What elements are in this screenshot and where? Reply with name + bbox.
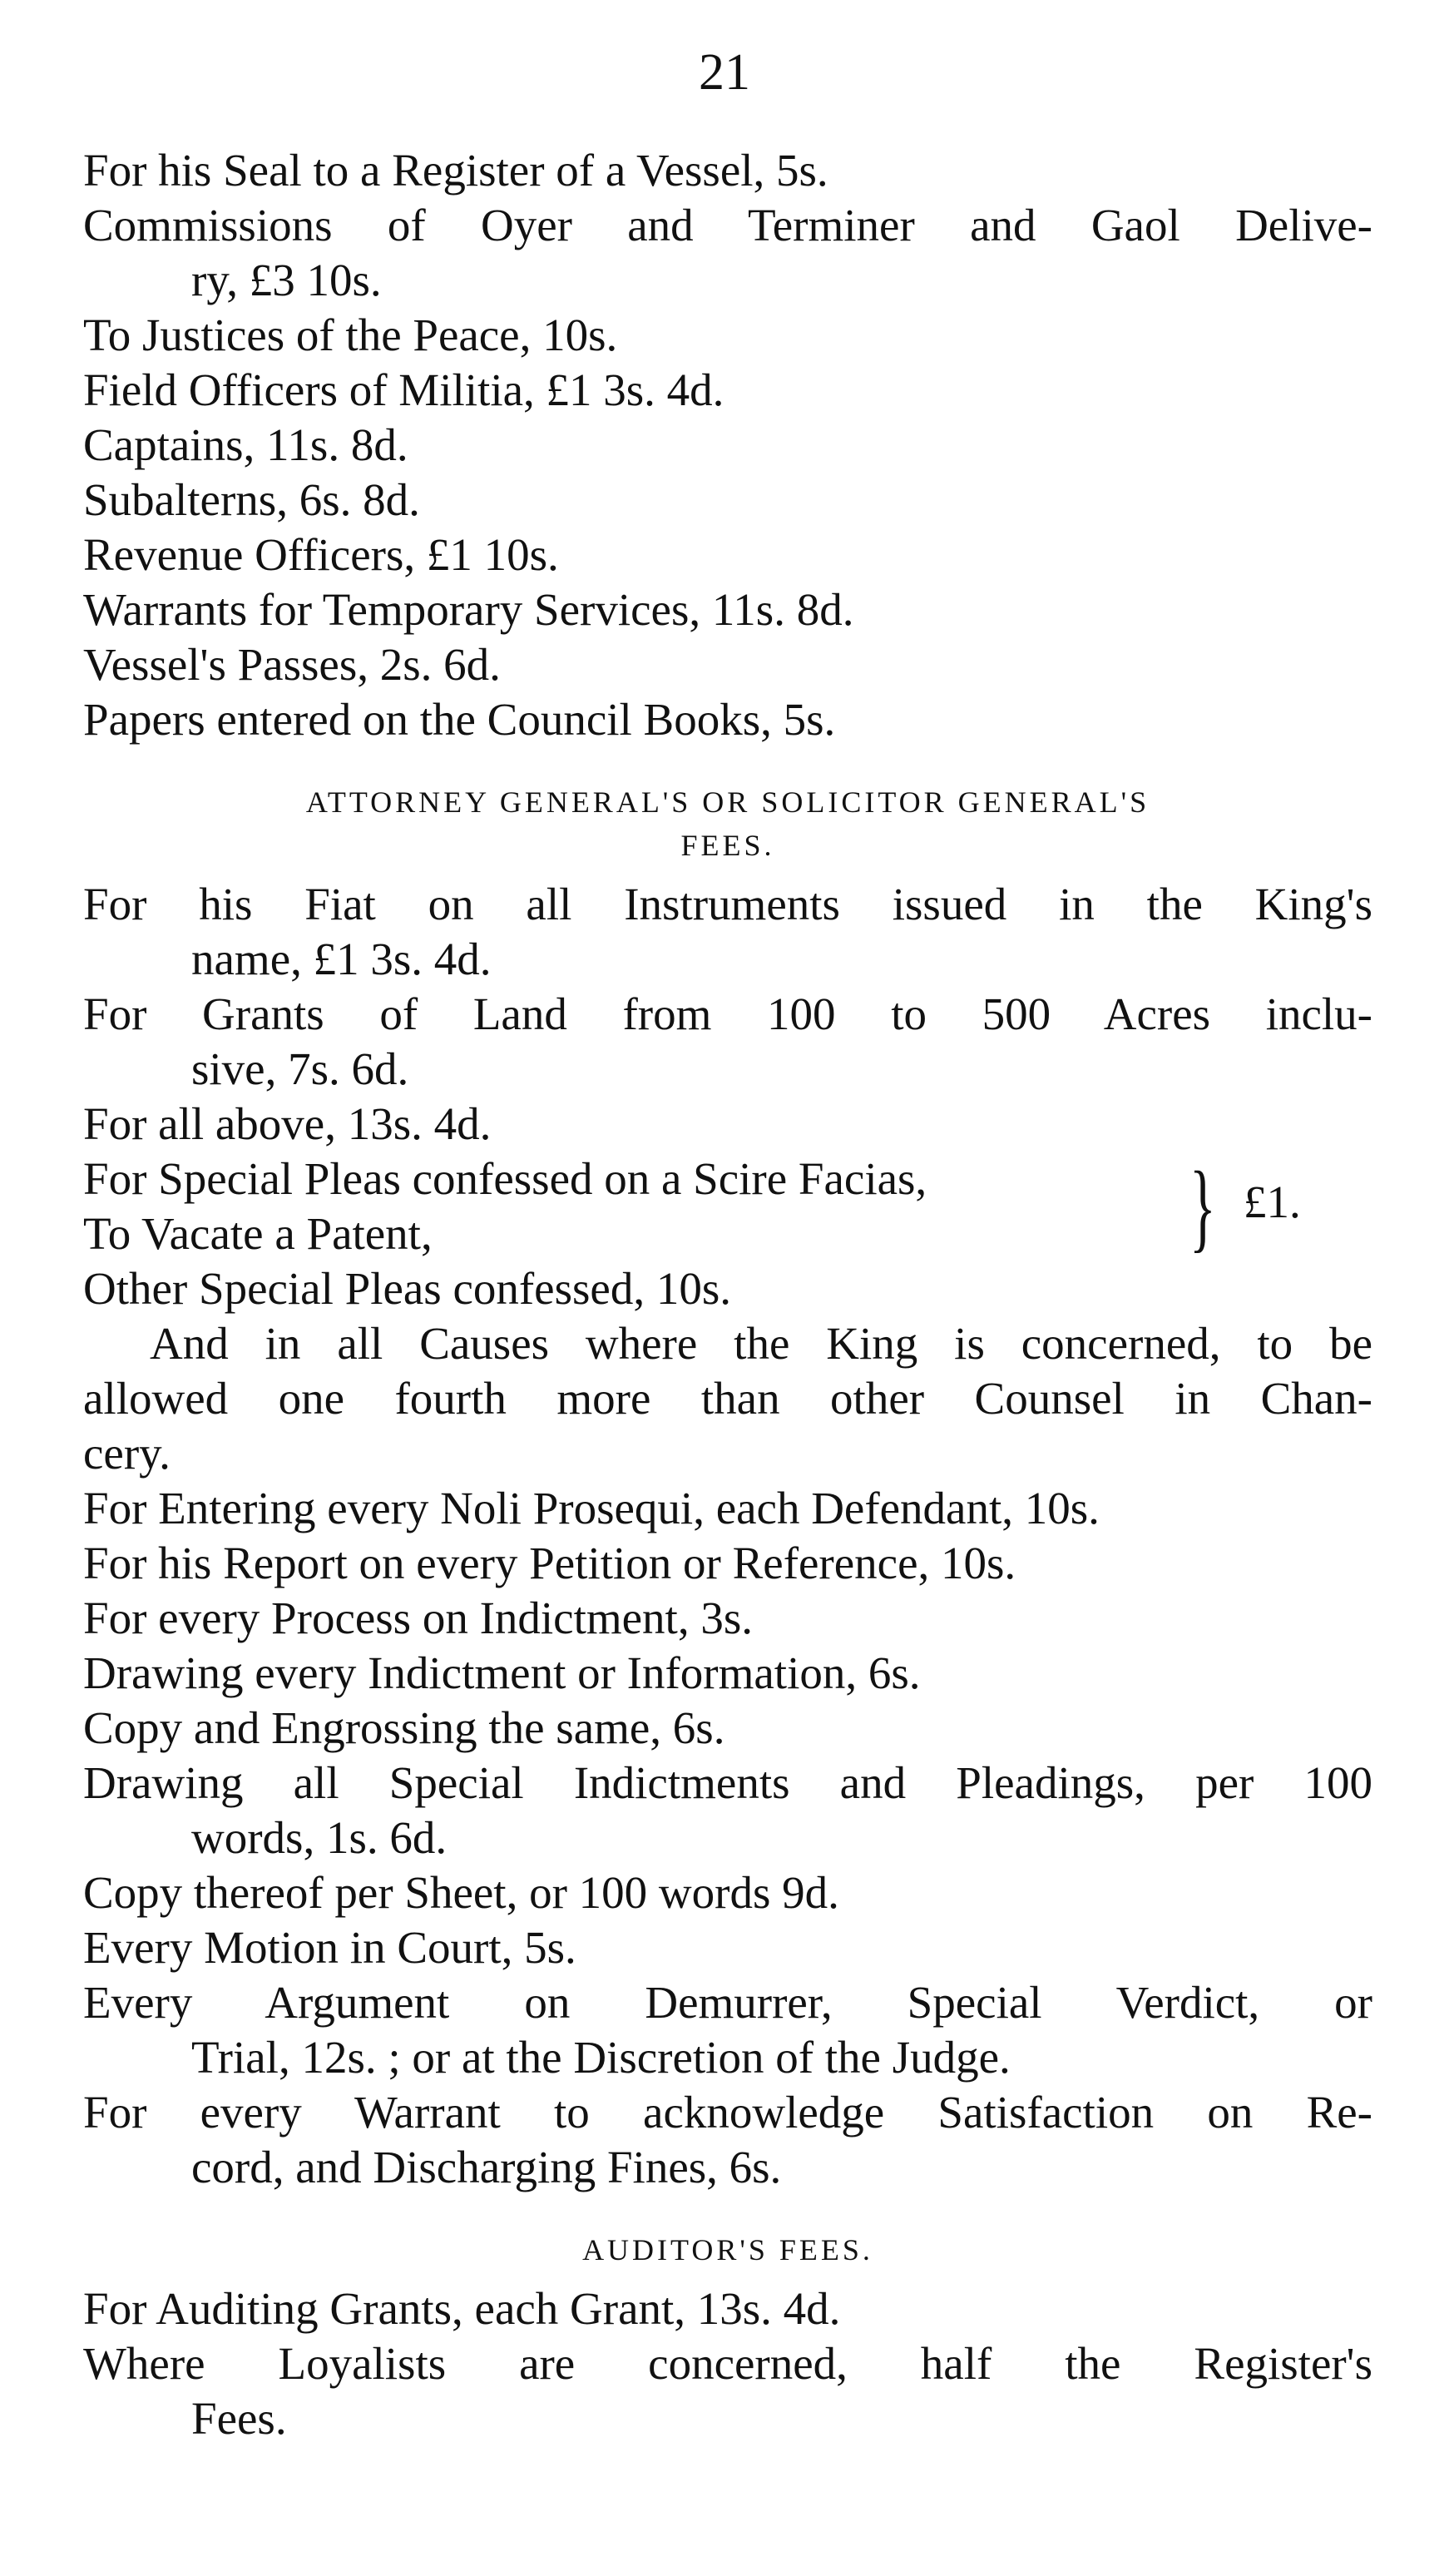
fee-line: Where Loyalists are concerned, half the Register's [83, 2338, 1372, 2389]
brace-group [83, 1152, 1372, 1261]
fee-line: Field Officers of Militia, £1 3s. 4d. [83, 364, 724, 415]
paragraph-line: allowed one fourth more than other Counsel in Chan- [83, 1373, 1372, 1424]
fee-line: Drawing all Special Indictments and Pleadings, per 100 [83, 1757, 1372, 1808]
fee-line: To Justices of the Peace, 10s. [83, 310, 618, 360]
fee-line: For Special Pleas confessed on a Scire Facias, [83, 1153, 927, 1204]
fee-line: Captains, 11s. 8d. [83, 419, 408, 470]
fee-line: Subalterns, 6s. 8d. [83, 474, 420, 525]
fee-line-continuation: sive, 7s. 6d. [191, 1043, 409, 1094]
fee-line: Commissions of Oyer and Terminer and Gaol Delive- [83, 200, 1372, 250]
paragraph-line: cery. [83, 1428, 171, 1479]
fee-text-block [83, 143, 1372, 2446]
fee-line: For his Seal to a Register of a Vessel, 5s. [83, 145, 828, 196]
fee-line-continuation: cord, and Discharging Fines, 6s. [191, 2142, 782, 2192]
fee-line: For every Process on Indictment, 3s. [83, 1593, 753, 1643]
section-heading: ATTORNEY GENERAL'S OR SOLICITOR GENERAL'S [305, 785, 1150, 819]
fee-line: Copy and Engrossing the same, 6s. [83, 1702, 725, 1753]
fee-line: For Entering every Noli Prosequi, each Defendant, 10s. [83, 1483, 1100, 1533]
fee-line-continuation: Fees. [191, 2393, 287, 2444]
fee-line-continuation: Trial, 12s. ; or at the Discretion of the Judge. [191, 2032, 1011, 2083]
fee-line-continuation: words, 1s. 6d. [191, 1812, 448, 1863]
fee-line: For his Fiat on all Instruments issued in the King's [83, 879, 1372, 929]
fee-line: Drawing every Indictment or Information, 6s. [83, 1647, 921, 1698]
fee-line: Copy thereof per Sheet, or 100 words 9d. [83, 1867, 839, 1918]
fee-line: Every Motion in Court, 5s. [83, 1922, 576, 1973]
page-number: 21 [699, 44, 750, 101]
fee-line: For every Warrant to acknowledge Satisfaction on Re- [83, 2087, 1372, 2138]
paragraph-line: And in all Causes where the King is concerned, to be [150, 1318, 1372, 1369]
fee-line: Revenue Officers, £1 10s. [83, 529, 559, 580]
fee-line-continuation: ry, £3 10s. [191, 255, 382, 305]
right-brace-icon: } [1189, 1151, 1216, 1261]
fee-line: For his Report on every Petition or Reference, 10s. [83, 1538, 1016, 1588]
fee-line-continuation: name, £1 3s. 4d. [191, 934, 492, 984]
fee-line: For Grants of Land from 100 to 500 Acres inclu- [83, 988, 1372, 1039]
fee-line: Warrants for Temporary Services, 11s. 8d. [83, 584, 854, 635]
fee-line: Other Special Pleas confessed, 10s. [83, 1263, 731, 1314]
fee-line: For all above, 13s. 4d. [83, 1098, 492, 1149]
fee-line: For Auditing Grants, each Grant, 13s. 4d. [83, 2283, 841, 2334]
fee-line: To Vacate a Patent, [83, 1208, 433, 1259]
fee-line: Papers entered on the Council Books, 5s. [83, 694, 836, 745]
section-heading: AUDITOR'S FEES. [582, 2233, 873, 2266]
fee-line: Every Argument on Demurrer, Special Verdict, or [83, 1977, 1372, 2028]
fee-line: Vessel's Passes, 2s. 6d. [83, 639, 501, 690]
brace-fee-value: £1. [1244, 1177, 1301, 1227]
section-heading-continuation: FEES. [680, 829, 775, 862]
